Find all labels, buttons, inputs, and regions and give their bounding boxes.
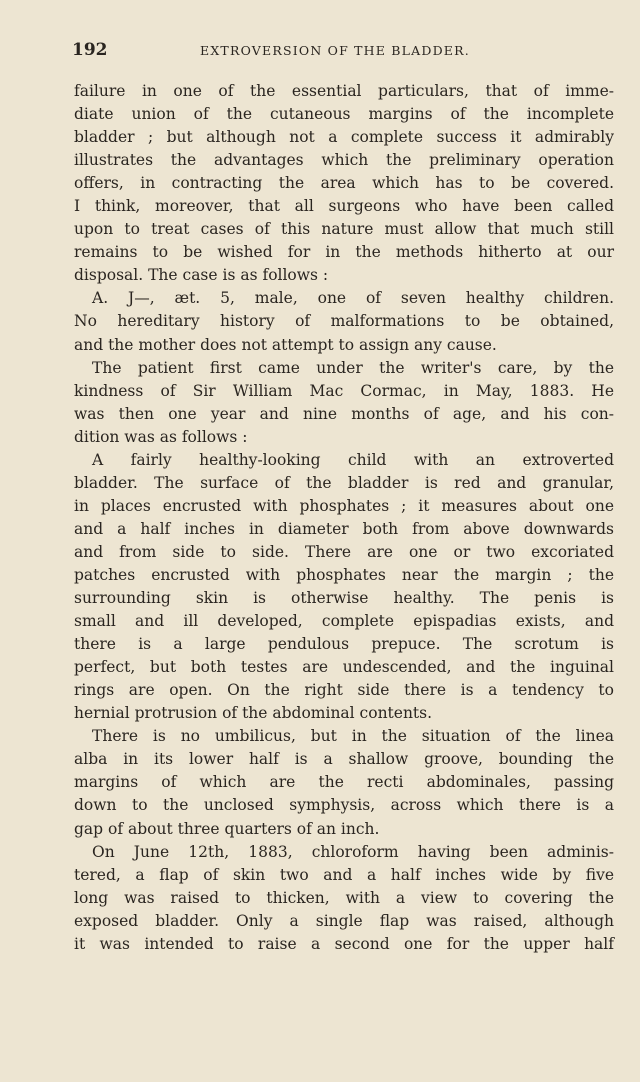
text-line: tered, a flap of skin two and a half inches wide by five [74, 865, 614, 884]
text-line: it was intended to raise a second one for the upper half [74, 934, 614, 953]
text-line: gap of about three quarters of an inch. [74, 819, 380, 838]
text-line: There is no umbilicus, but in the situation of the linea [92, 727, 614, 746]
text-line: kindness of Sir William Mac Cormac, in May, 1883. He [74, 381, 614, 400]
text-line: margins of which are the recti abdominales, passing [74, 773, 614, 792]
text-line: hernial protrusion of the abdominal contents. [74, 704, 433, 723]
text-line: and the mother does not attempt to assign any cause. [74, 335, 497, 354]
page-number: 192 [72, 40, 108, 60]
text-line: The patient first came under the writer's care, by the [92, 358, 614, 377]
text-line: disposal. The case is as follows : [74, 266, 329, 285]
text-line: there is a large pendulous prepuce. The scrotum is [74, 635, 614, 654]
text-line: bladder. The surface of the bladder is red and granular, [74, 473, 614, 492]
text-line: alba in its lower half is a shallow groove, bounding the [74, 750, 614, 769]
text-line: illustrates the advantages which the preliminary operation [74, 151, 614, 170]
text-line: offers, in contracting the area which has to be covered. [74, 174, 614, 193]
page-header [72, 40, 612, 64]
text-line: surrounding skin is otherwise healthy. The penis is [74, 589, 614, 608]
text-line: No hereditary history of malformations to be obtained, [74, 312, 614, 331]
text-line: remains to be wished for in the methods hitherto at our [74, 243, 614, 262]
text-line: dition was as follows : [74, 427, 248, 446]
text-line: diate union of the cutaneous margins of the incomplete [74, 105, 614, 124]
text-line: was then one year and nine months of age, and his con- [74, 404, 614, 423]
text-line: perfect, but both testes are undescended, and the inguinal [74, 658, 614, 677]
text-line: down to the unclosed symphysis, across which there is a [74, 796, 614, 815]
text-line: rings are open. On the right side there is a tendency to [74, 681, 614, 700]
text-line: bladder ; but although not a complete success it admirably [74, 128, 614, 147]
text-line: I think, moreover, that all surgeons who have been called [74, 197, 614, 216]
text-line: failure in one of the essential particulars, that of imme- [74, 82, 614, 100]
running-title: EXTROVERSION OF THE BLADDER. [200, 43, 470, 58]
text-line: upon to treat cases of this nature must allow that much still [74, 220, 614, 239]
body-text [74, 80, 614, 956]
text-line: and a half inches in diameter both from above downwards [74, 519, 614, 538]
text-line: small and ill developed, complete epispadias exists, and [74, 612, 614, 631]
text-line: long was raised to thicken, with a view to covering the [74, 888, 614, 907]
text-line: A. J—, æt. 5, male, one of seven healthy children. [92, 289, 614, 308]
text-line: On June 12th, 1883, chloroform having been adminis- [92, 842, 614, 861]
text-line: A fairly healthy-looking child with an extroverted [92, 450, 614, 469]
text-line: in places encrusted with phosphates ; it measures about one [74, 496, 614, 515]
text-line: and from side to side. There are one or two excoriated [74, 542, 614, 561]
text-line: patches encrusted with phosphates near the margin ; the [74, 565, 614, 584]
text-line: exposed bladder. Only a single flap was raised, although [74, 911, 614, 930]
